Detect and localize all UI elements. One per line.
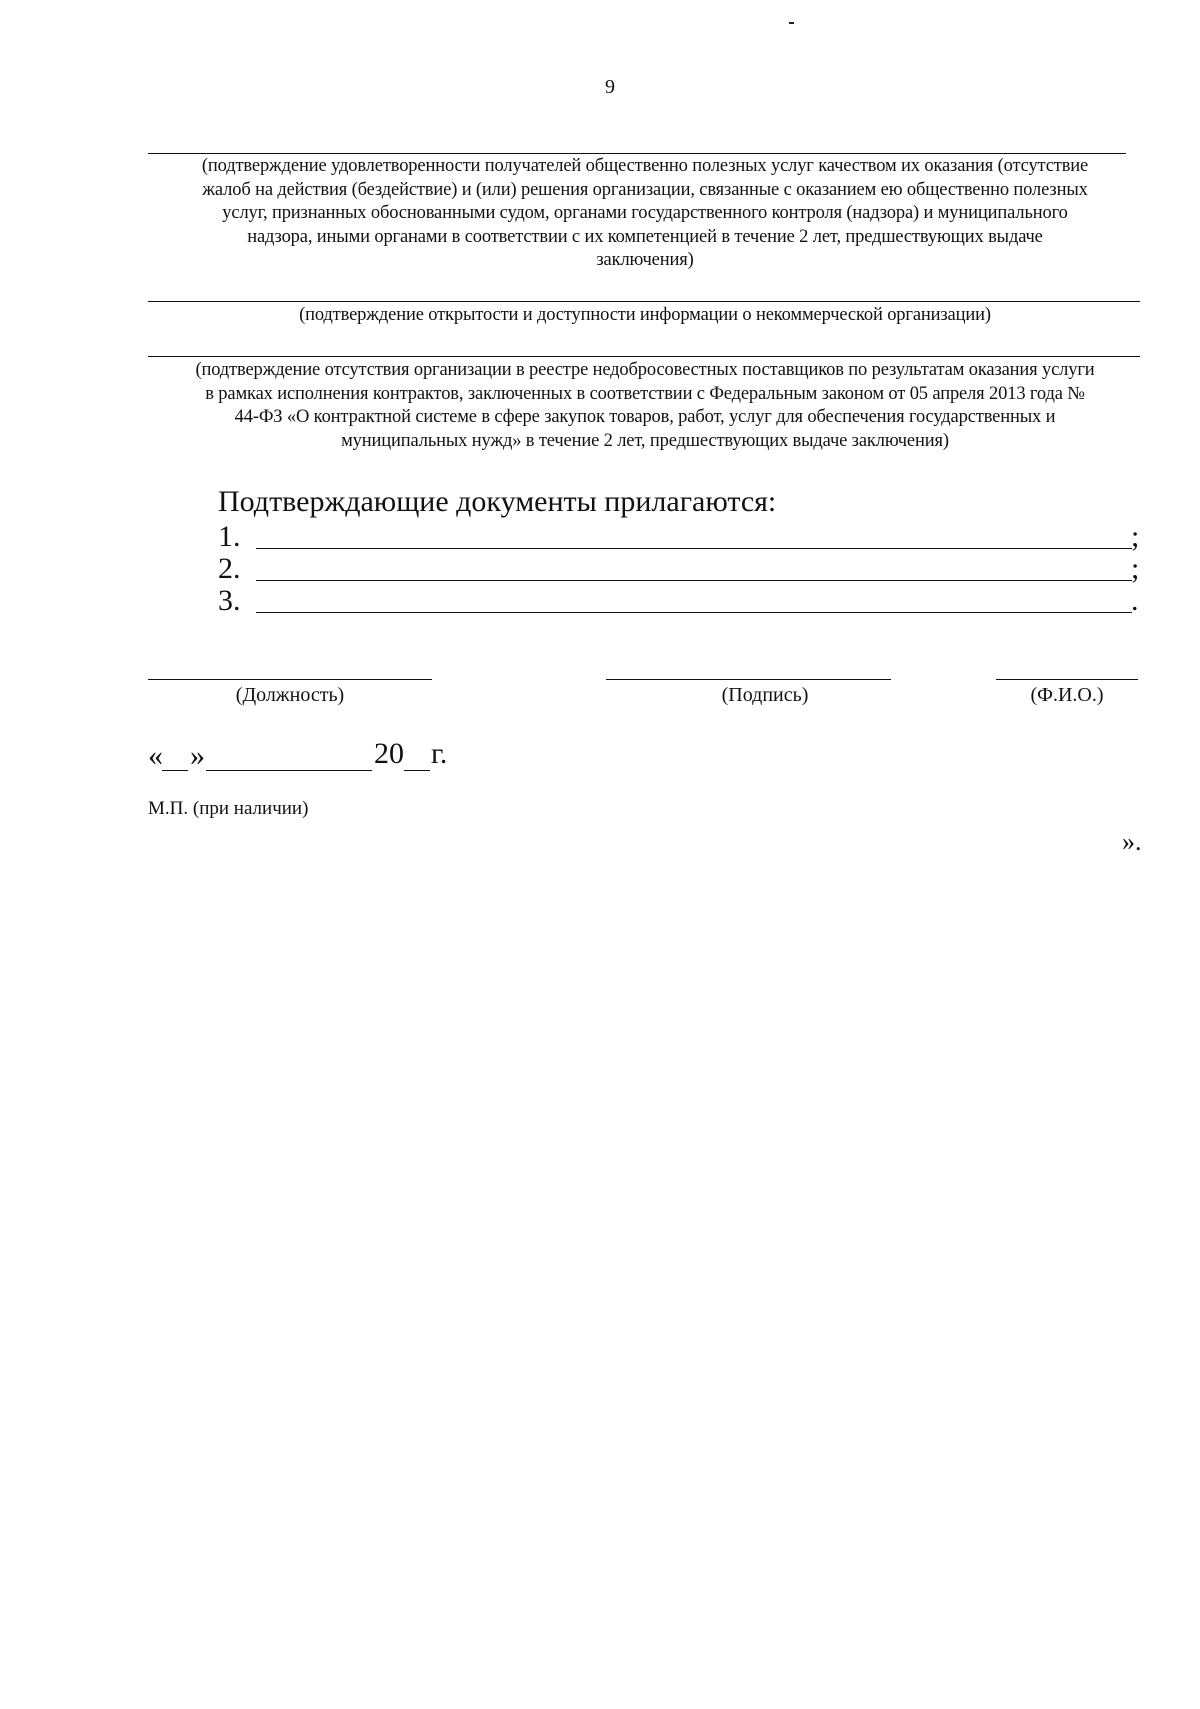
- caption-line: заключения): [596, 250, 694, 270]
- date-day-line[interactable]: [162, 770, 188, 771]
- openness-fill-line: [148, 301, 1140, 302]
- caption-line: надзора, иными органами в соответствии с их компетенцией в течение 2 лет, предшествующих выдаче: [247, 226, 1043, 247]
- signature-fill-line[interactable]: [606, 679, 891, 680]
- name-label: (Ф.И.О.): [1030, 684, 1104, 706]
- position-label: (Должность): [235, 684, 345, 706]
- attachment-end-2: ;: [1131, 552, 1140, 585]
- caption-line: жалоб на действия (бездействие) и (или) решения организации, связанные с оказанием ею общественно полезных: [202, 179, 1088, 200]
- stamp-note: М.П. (при наличии): [148, 798, 309, 819]
- date-open-quote: «: [148, 739, 163, 772]
- caption-line: в рамках исполнения контрактов, заключенных в соответствии с Федеральным законом от 05 апреля 2013 года №: [205, 383, 1085, 404]
- date-year-suffix: г.: [431, 737, 448, 770]
- attachment-number-1: 1.: [218, 520, 241, 553]
- caption-line: муниципальных нужд» в течение 2 лет, предшествующих выдаче заключения): [341, 430, 949, 451]
- caption-line: услуг, признанных обоснованными судом, органами государственного контроля (надзора) и муниципального: [222, 203, 1068, 223]
- registry-fill-line: [148, 356, 1140, 357]
- attachment-line-3[interactable]: [256, 612, 1132, 613]
- scan-speck: [789, 22, 794, 24]
- signature-label: (Подпись): [721, 684, 809, 706]
- position-fill-line[interactable]: [148, 679, 432, 680]
- attachment-end-3: .: [1131, 584, 1139, 617]
- date-year-line[interactable]: [404, 770, 430, 771]
- caption-line: (подтверждение удовлетворенности получателей общественно полезных услуг качеством их оказания (отсутствие: [201, 156, 1089, 176]
- date-month-line[interactable]: [206, 770, 372, 771]
- closing-mark: ».: [1122, 827, 1142, 856]
- caption-line: (подтверждение отсутствия организации в реестре недобросовестных поставщиков по результатам оказания услуги: [195, 360, 1095, 380]
- attachment-end-1: ;: [1131, 520, 1140, 553]
- attachments-heading: Подтверждающие документы прилагаются:: [218, 485, 777, 518]
- name-fill-line[interactable]: [996, 679, 1138, 680]
- date-year-prefix: 20: [374, 737, 404, 770]
- date-close-quote: »: [190, 739, 205, 772]
- openness-caption: (подтверждение открытости и доступности информации о некоммерческой организации): [299, 305, 991, 325]
- satisfaction-fill-line: [148, 153, 1126, 154]
- page-number: 9: [605, 76, 615, 98]
- attachment-number-2: 2.: [218, 552, 241, 585]
- satisfaction-caption: [140, 155, 1150, 273]
- caption-line: 44-ФЗ «О контрактной системе в сфере закупок товаров, работ, услуг для обеспечения государственных и: [234, 407, 1056, 427]
- attachment-line-1[interactable]: [256, 548, 1132, 549]
- registry-caption: [140, 359, 1150, 453]
- attachment-number-3: 3.: [218, 584, 241, 617]
- attachment-line-2[interactable]: [256, 580, 1132, 581]
